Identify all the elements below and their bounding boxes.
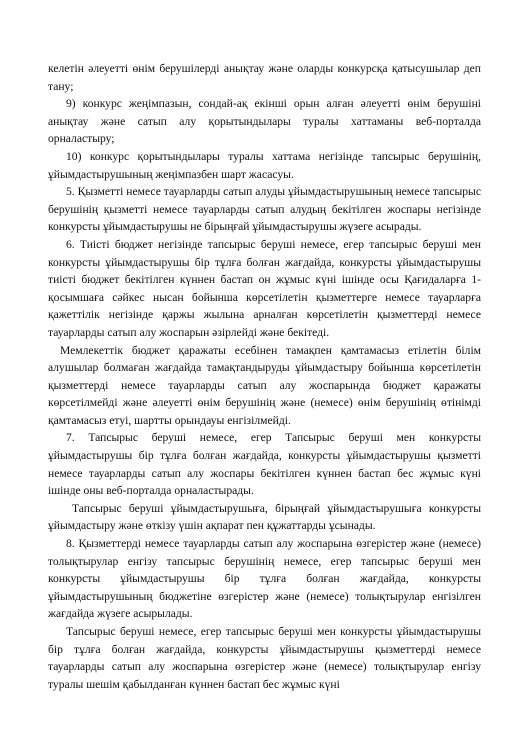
paragraph-documents: Тапсырыс беруші ұйымдастырушыға, бірыңғай ұйымдастырушыға конкурсты ұйымдастыру және өткізу үшін ақпарат пен құжаттарды ұсынады. <box>48 501 481 533</box>
paragraph-item-10: 10) конкурс қорытындылары туралы хаттама негізінде тапсырыс берушінің, ұйымдастырушының жеңімпазбен шарт жасасуы. <box>48 149 481 181</box>
paragraph-amendments: Тапсырыс беруші немесе, егер тапсырыс беруші мен конкурсты ұйымдастырушы бір тұлға болған жағдайда, конкурсты ұйымдастырушы қызметтерді немесе тауарларды сатып алу жоспарына өзгерістер және (немесе) толықтырулар енгізу туралы шешім қабылданған күннен бастап бес жұмыс күні <box>48 625 481 691</box>
paragraph-section-8: 8. Қызметтерді немесе тауарларды сатып алу жоспарына өзгерістер және (немесе) толықтырулар енгізу тапсырыс берушінің немесе, егер тапсырыс беруші мен конкурсты ұйымдастырушы бір тұлға болған жағдайда, конкурсты ұйымдастырушының бюджетіне өзгерістер және (немесе) толықтырулар енгізілген жағдайда жүзеге асырылады. <box>48 537 481 621</box>
paragraph-continuation: келетін әлеуетті өнім берушілерді анықтау және оларды конкурсқа қатысушылар деп тану; <box>48 62 481 93</box>
paragraph-item-9: 9) конкурс жеңімпазын, сондай-ақ екінші орын алған әлеуетті өнім берушіні анықтау және сатып алу қорытындылары туралы хаттаманы веб-порталда орналастыру; <box>48 97 481 146</box>
paragraph-section-7: 7. Тапсырыс беруші немесе, егер Тапсырыс беруші мен конкурсты ұйымдастырушы бір тұлға болған жағдайда, конкурсты ұйымдастырушы қызметті немесе тауарларды сатып алу жоспары бекітілген күннен бастап бес жұмыс күні ішінде оны веб-порталда орналастырады. <box>48 431 481 498</box>
paragraph-section-5: 5. Қызметті немесе тауарларды сатып алуды ұйымдастырушының немесе тапсырыс берушінің қызметті немесе тауарларды сатып алудың бекітілген жоспары негізінде конкурсты ұйымдастырушы не бірыңғай ұйымдастырушы жүзеге асырады. <box>48 185 481 234</box>
paragraph-budget-note: Мемлекеттік бюджет қаражаты есебінен тамақпен қамтамасыз етілетін білім алушылар болмаған жағдайда тамақтандыруды ұйымдастыру бойынша көрсетілетін қызметтерді немесе тауарларды сатып алу жоспарында бюджет қаражаты көрсетілмейді және әлеуетті өнім берушінің және (немесе) өнім берушінің өтінімді қамтамасыз етуі, шартты орындауы енгізілмейді. <box>48 343 481 427</box>
paragraph-section-6: 6. Тиісті бюджет негізінде тапсырыс беруші немесе, егер тапсырыс беруші мен конкурсты ұйымдастырушы бір тұлға болған жағдайда, конкурсты ұйымдастырушы тиісті бюджет бекітілген күннен бастап он жұмыс күні ішінде осы Қағидаларға 1-қосымшаға сәйкес нысан бойынша көрсетілетін қызметтерге немесе тауарларға қажеттілік негізінде қаржы жылына арналған көрсетілетін қызметтерді немесе тауарларды сатып алу жоспарын әзірлейді және бекітеді. <box>48 237 481 339</box>
